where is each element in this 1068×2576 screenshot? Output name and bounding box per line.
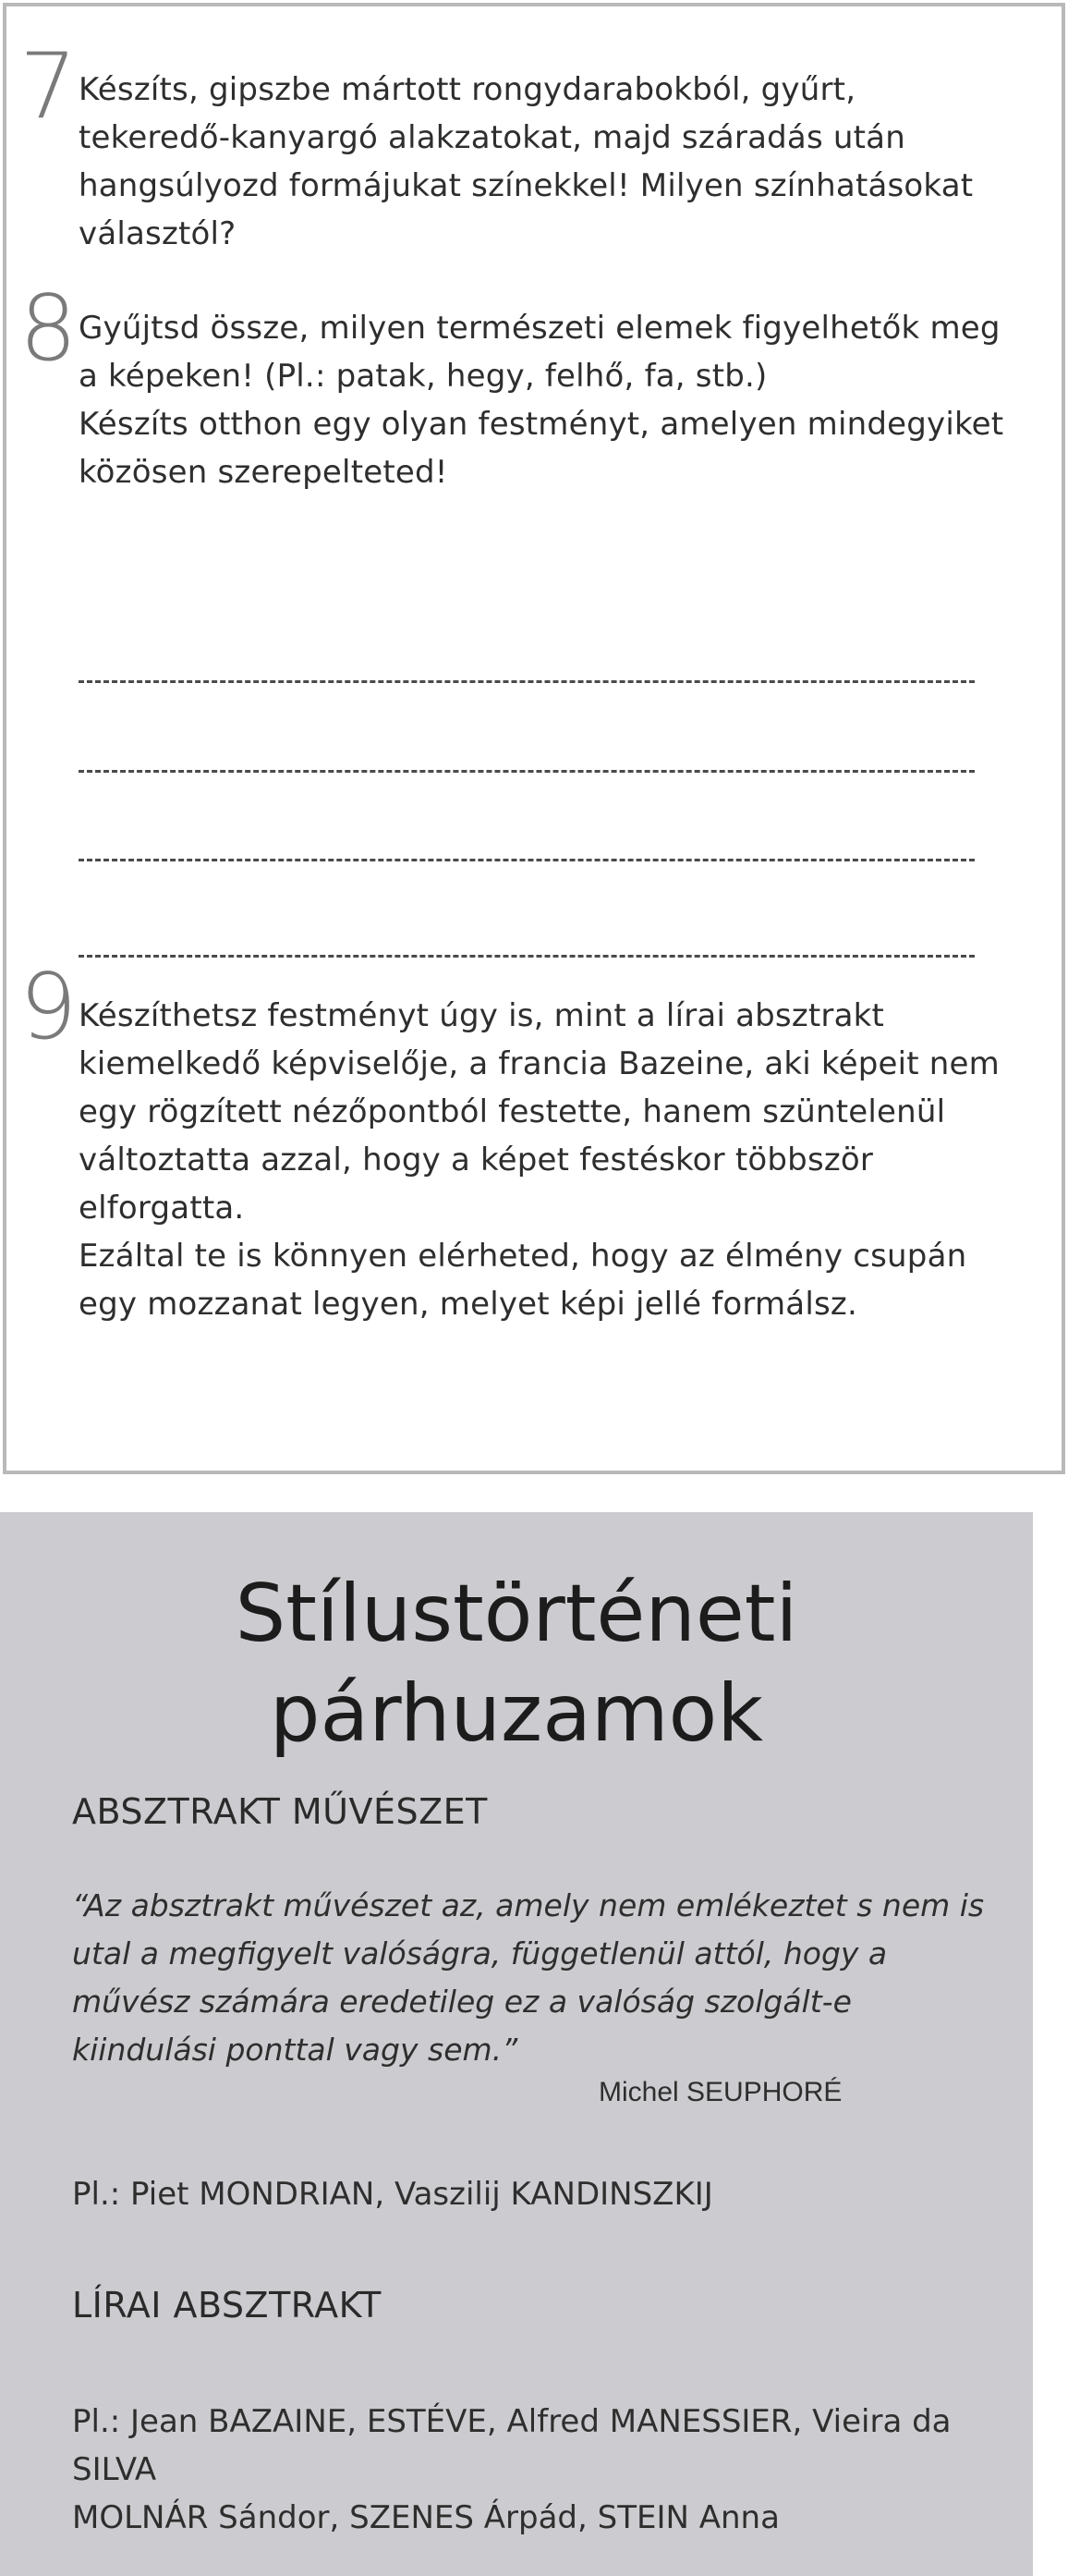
task-number: 8	[19, 276, 78, 382]
abstract-examples	[72, 2170, 1005, 2218]
task-paragraph: Készíts otthon egy olyan festményt, amelyen mindegyiket közösen szerepelteted!	[79, 406, 1004, 491]
task-text	[79, 66, 1012, 258]
lyrical-examples	[72, 2398, 1005, 2542]
task-paragraph: Készíts, gipszbe mártott rongydarabokból, gyűrt, tekeredő-kanyargó alakzatokat, majd száradás után hangsúlyozd formájukat színekkel! Milyen színhatásokat választól?	[79, 71, 974, 252]
answer-line[interactable]	[79, 859, 975, 861]
answer-line[interactable]	[79, 770, 975, 773]
examples-line: Pl.: Jean BAZAINE, ESTÉVE, Alfred MANESSIER, Vieira da SILVA	[72, 2403, 952, 2488]
task-number: 7	[19, 34, 78, 140]
examples-line: Pl.: Piet MONDRIAN, Vaszilij KANDINSZKIJ	[72, 2176, 713, 2213]
task-paragraph: Ezáltal te is könnyen elérheted, hogy az élmény csupán egy mozzanat legyen, melyet képi jellé formálsz.	[79, 1238, 967, 1323]
answer-line[interactable]	[79, 680, 975, 683]
quote-text: “Az absztrakt művészet az, amely nem emlékeztet s nem is utal a megfigyelt valóságra, függetlenül attól, hogy a művész számára eredetileg ez a valóság szolgált-e kiindulási ponttal vagy sem.”	[72, 1887, 985, 2068]
task-paragraph: Gyűjtsd össze, milyen természeti elemek figyelhetők meg a képeken! (Pl.: patak, hegy, felhő, fa, stb.)	[79, 310, 1001, 395]
task-text	[79, 304, 1012, 496]
quote-author: Michel SEUPHORÉ	[599, 2077, 843, 2107]
answer-line[interactable]	[79, 955, 975, 958]
tasks-box	[3, 3, 1065, 1474]
style-history-panel	[0, 1512, 1033, 2576]
section-heading-abstract: ABSZTRAKT MŰVÉSZET	[72, 1791, 488, 1832]
examples-line: MOLNÁR Sándor, SZENES Árpád, STEIN Anna	[72, 2499, 780, 2536]
task-paragraph: Készíthetsz festményt úgy is, mint a lírai absztrakt kiemelkedő képviselője, a francia Bazeine, aki képeit nem egy rögzített nézőpontból festette, hanem szüntelenül változtatta azzal, hogy a képet festéskor többször elforgatta.	[79, 997, 1000, 1227]
panel-title	[0, 1564, 1033, 1764]
task-number: 9	[19, 955, 78, 1060]
panel-title-line: Stílustörténeti	[235, 1568, 798, 1660]
task-text	[79, 992, 1012, 1328]
section-heading-lyrical: LÍRAI ABSZTRAKT	[72, 2285, 382, 2326]
panel-title-line: párhuzamok	[269, 1667, 764, 1760]
